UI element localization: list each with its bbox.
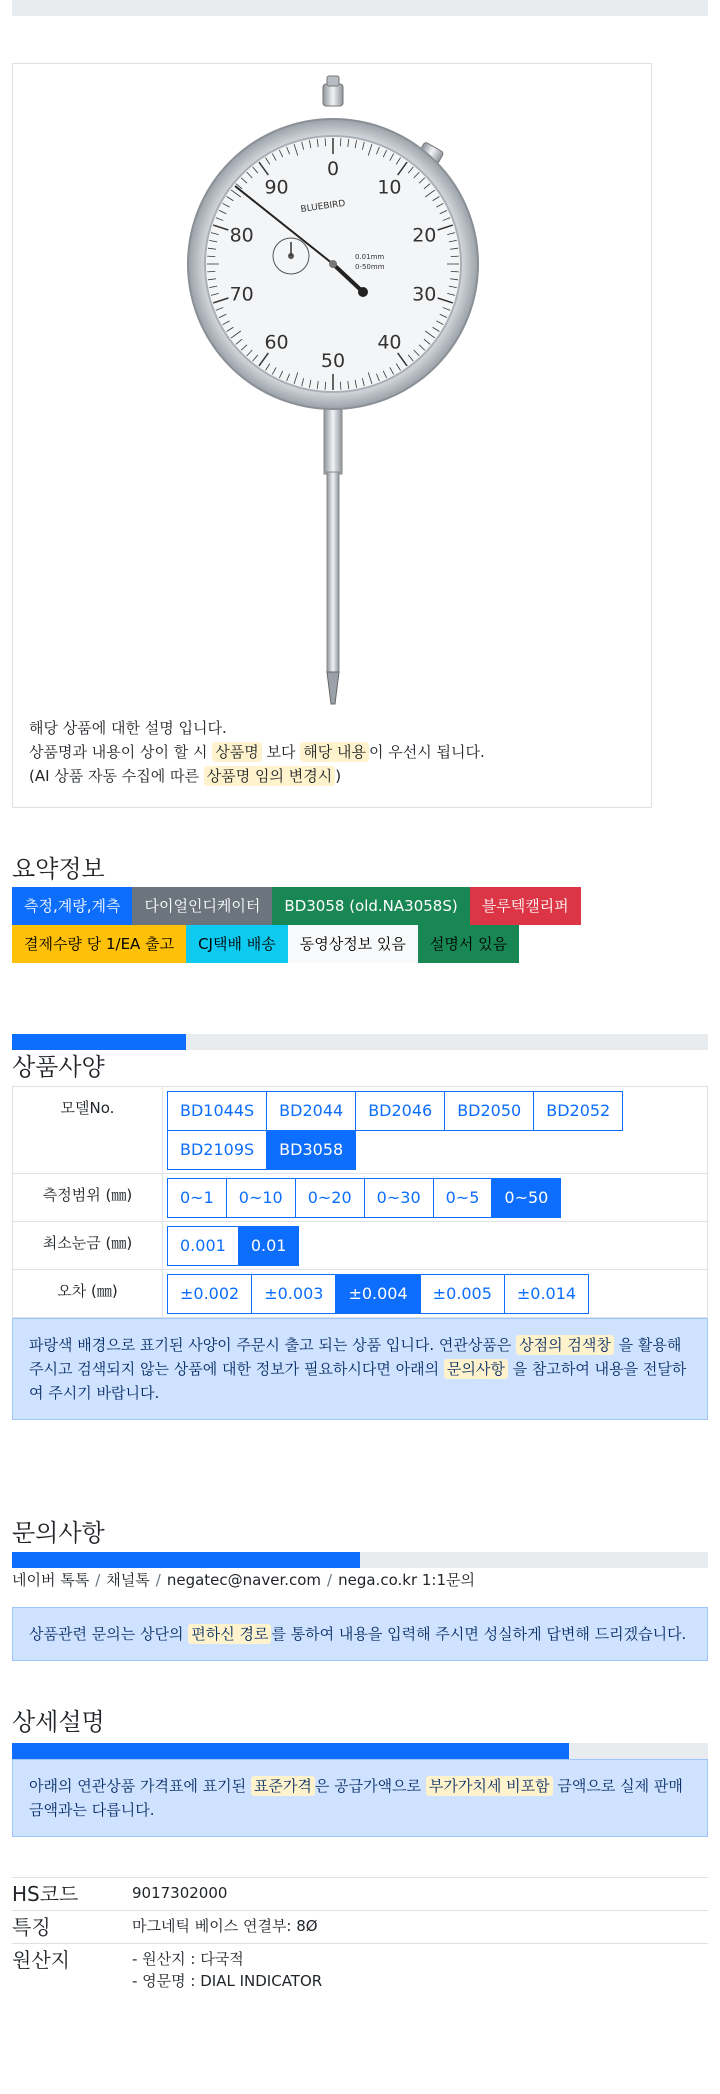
contact-link[interactable]: nega.co.kr 1:1문의 <box>338 1571 475 1589</box>
spec-row <box>13 1222 708 1270</box>
spec-title: 상품사양 <box>12 1053 105 1081</box>
detail-section <box>12 1707 708 1837</box>
info-row <box>12 1944 708 1997</box>
info-row <box>12 1878 708 1911</box>
info-value: 9017302000 <box>132 1878 708 1911</box>
spec-option-button[interactable]: BD2052 <box>533 1091 623 1131</box>
spec-option-button[interactable]: 0~20 <box>295 1178 365 1218</box>
dial-number: 90 <box>264 176 289 199</box>
spec-row <box>13 1270 708 1318</box>
info-key: 특징 <box>12 1911 132 1944</box>
inquiry-progress-bar <box>12 1552 708 1568</box>
spec-option-button[interactable]: ±0.003 <box>251 1274 336 1314</box>
dial-range-text: 0-50mm <box>355 263 385 271</box>
spec-option-button[interactable]: 0.01 <box>238 1226 300 1266</box>
dial-indicator-image <box>183 74 483 714</box>
dial-number: 70 <box>229 283 254 306</box>
dial-number: 40 <box>377 331 402 354</box>
inquiry-section <box>12 1518 708 1661</box>
dial-number: 20 <box>412 224 437 247</box>
contact-link[interactable]: 네이버 톡톡 <box>12 1571 90 1589</box>
spec-progress-bar <box>12 1034 708 1050</box>
spec-table <box>12 1086 708 1318</box>
dial-resolution-text: 0.01mm <box>355 253 385 261</box>
detail-title: 상세설명 <box>12 1708 105 1736</box>
info-key: 원산지 <box>12 1944 132 1997</box>
summary-badge: 동영상정보 있음 <box>288 925 418 963</box>
dial-number: 0 <box>326 158 340 180</box>
spec-label: 오차 (㎜) <box>13 1270 163 1318</box>
dial-number: 10 <box>377 176 402 199</box>
spec-label: 최소눈금 (㎜) <box>13 1222 163 1270</box>
spec-option-button[interactable]: 0~30 <box>364 1178 434 1218</box>
spec-progress-fill <box>12 1034 186 1050</box>
spec-option-button[interactable]: BD1044S <box>167 1091 267 1131</box>
spec-section <box>12 1034 708 1420</box>
dial-number: 80 <box>229 224 254 247</box>
desc-line-3: (AI 상품 자동 수집에 따른 상품명 임의 변경시 ) <box>29 767 342 785</box>
spec-label: 모델No. <box>13 1087 163 1174</box>
detail-progress-bar <box>12 1743 708 1759</box>
summary-badge: 설명서 있음 <box>418 925 519 963</box>
top-bar <box>12 0 708 16</box>
summary-badge: CJ택배 배송 <box>186 925 288 963</box>
spec-option-button[interactable]: 0~10 <box>226 1178 296 1218</box>
spec-option-button[interactable]: ±0.004 <box>335 1274 420 1314</box>
spec-row <box>13 1174 708 1222</box>
dial-number: 30 <box>412 283 437 306</box>
contact-separator: / <box>327 1571 333 1589</box>
contact-link[interactable]: negatec@naver.com <box>166 1571 322 1589</box>
spec-option-button[interactable]: BD2109S <box>167 1130 267 1170</box>
product-description <box>29 716 485 788</box>
summary-badge: 결제수량 당 1/EA 출고 <box>12 925 186 963</box>
inquiry-notice: 상품관련 문의는 상단의 편하신 경로 를 통하여 내용을 입력해 주시면 성실하게 답변해 드리겠습니다. <box>12 1607 708 1661</box>
brand-logo: BLUEBIRD <box>300 198 347 215</box>
spec-option-button[interactable]: ±0.002 <box>167 1274 252 1314</box>
inquiry-title: 문의사항 <box>12 1519 105 1547</box>
info-row <box>12 1911 708 1944</box>
spec-label: 측정범위 (㎜) <box>13 1174 163 1222</box>
spec-option-button[interactable]: BD2044 <box>266 1091 356 1131</box>
summary-badge: 블루텍캘리퍼 <box>470 887 581 925</box>
spec-row <box>13 1087 708 1174</box>
spec-option-button[interactable]: BD3058 <box>266 1130 356 1170</box>
contact-separator: / <box>95 1571 101 1589</box>
spec-option-button[interactable]: 0~50 <box>491 1178 561 1218</box>
spec-option-button[interactable]: ±0.005 <box>420 1274 505 1314</box>
product-image-box <box>12 63 652 808</box>
product-info-table <box>12 1877 708 1996</box>
summary-section <box>12 854 708 963</box>
desc-line-1: 해당 상품에 대한 설명 입니다. <box>29 719 227 737</box>
summary-badges <box>12 887 652 963</box>
inquiry-progress-fill <box>12 1552 360 1568</box>
spec-option-button[interactable]: BD2046 <box>355 1091 445 1131</box>
info-value: - 원산지 : 다국적 - 영문명 : DIAL INDICATOR <box>132 1944 708 1997</box>
spec-option-button[interactable]: BD2050 <box>444 1091 534 1131</box>
info-value: 마그네틱 베이스 연결부: 8Ø <box>132 1911 708 1944</box>
summary-badge: 측정,계량,계측 <box>12 887 132 925</box>
dial-number: 60 <box>264 331 289 354</box>
info-key: HS코드 <box>12 1878 132 1911</box>
desc-line-2: 상품명과 내용이 상이 할 시 상품명 보다 해당 내용 이 우선시 됩니다. <box>29 743 485 761</box>
spec-notice: 파랑색 배경으로 표기된 사양이 주문시 출고 되는 상품 입니다. 연관상품은 상점의 검색창 을 활용해 주시고 검색되지 않는 상품에 대한 정보가 필요하시다면 아래의 문의사항 을 참고하여 내용을 전달하여 주시기 바랍니다. <box>12 1318 708 1420</box>
spec-option-button[interactable]: ±0.014 <box>504 1274 589 1314</box>
spec-option-button[interactable]: 0~5 <box>433 1178 493 1218</box>
detail-progress-fill <box>12 1743 569 1759</box>
dial-number: 50 <box>320 350 346 372</box>
contact-links <box>12 1568 708 1592</box>
spec-option-button[interactable]: 0~1 <box>167 1178 227 1218</box>
spec-option-button[interactable]: 0.001 <box>167 1226 239 1266</box>
detail-notice: 아래의 연관상품 가격표에 표기된 표준가격 은 공급가액으로 부가가치세 비포함 금액으로 실제 판매금액과는 다릅니다. <box>12 1759 708 1837</box>
summary-badge: BD3058 (old.NA3058S) <box>272 887 469 925</box>
summary-title: 요약정보 <box>12 855 105 883</box>
contact-link[interactable]: 채널톡 <box>106 1571 150 1589</box>
summary-badge: 다이얼인디케이터 <box>132 887 272 925</box>
contact-separator: / <box>155 1571 161 1589</box>
